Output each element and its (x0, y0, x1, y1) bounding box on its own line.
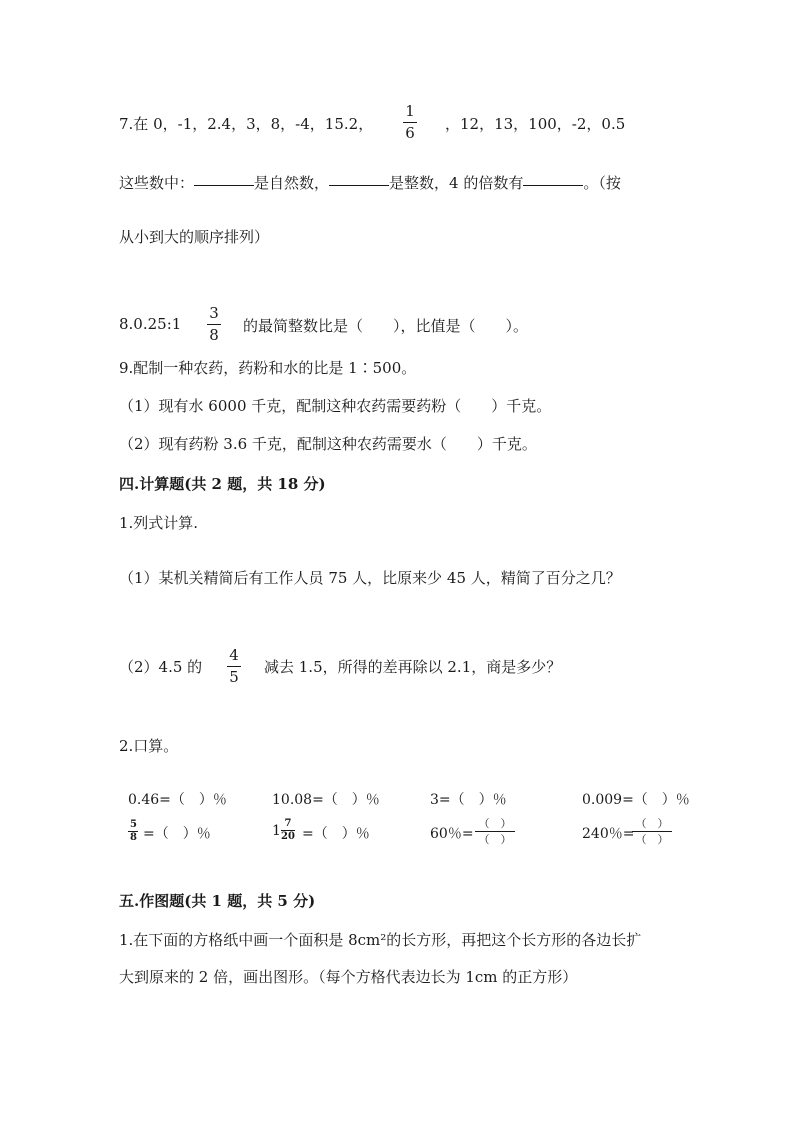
q8-prefix: 8.0.25:1 (119, 315, 182, 333)
calc-r2-2-den: 20 (281, 831, 295, 842)
calc-r2-3-den: （ ） (478, 833, 512, 846)
q7-line2-a: 这些数中： (119, 174, 195, 192)
calc-r2-1-num: 5 (130, 819, 137, 830)
calc-r1-3: 3=（ ）％ (430, 792, 507, 808)
calc-r2-2-suffix: =（ ）％ (302, 826, 370, 842)
q9-sub1: （1）现有水 6000 千克，配制这种农药需要药粉（ ）千克。 (119, 397, 552, 415)
calc-r1-2: 10.08=（ ）％ (272, 792, 380, 808)
calc-r1-4: 0.009=（ ）％ (582, 792, 690, 808)
q8-suffix: 的最简整数比是（ ），比值是（ ）。 (243, 317, 529, 335)
calc-r2-2-whole: 1 (272, 823, 281, 839)
q7-blank-2[interactable] (329, 184, 389, 186)
q7-frac-num: 1 (405, 102, 415, 120)
s5-q1-line2: 大到原来的 2 倍，画出图形。（每个方格代表边长为 1cm 的正方形） (119, 968, 578, 986)
s5-q1-line1: 1.在下面的方格纸中画一个面积是 8cm²的长方形，再把这个长方形的各边长扩 (119, 931, 642, 949)
calc-r2-2-num: 7 (284, 818, 292, 829)
calc-r1-1: 0.46=（ ）％ (128, 792, 227, 808)
s4-frac-num: 4 (229, 646, 239, 664)
q9-sub2: （2）现有药粉 3.6 千克，配制这种农药需要水（ ）千克。 (119, 435, 537, 453)
q7-suffix: ，12，13，100，-2，0.5 (445, 115, 626, 133)
calc-r2-1-suffix: =（ ）％ (143, 826, 211, 842)
calc-r2-3-prefix: 60％= (430, 826, 474, 842)
q7-blank-1[interactable] (194, 184, 254, 186)
calc-r2-1-fraction (128, 820, 139, 843)
q7-prefix: 7.在 0，-1，2.4，3，8，-4，15.2， (119, 115, 374, 133)
q7-fraction (403, 104, 417, 141)
q7-line2 (119, 172, 621, 193)
s4-q1-sub1: （1）某机关精简后有工作人员 75 人，比原来少 45 人，精简了百分之几？ (119, 569, 621, 587)
s4-q1-title: 1.列式计算. (119, 514, 199, 532)
section5-heading: 五.作图题(共 1 题，共 5 分) (119, 892, 316, 910)
q9-title: 9.配制一种农药，药粉和水的比是 1∶500。 (119, 359, 417, 377)
s4-q2-title: 2.口算。 (119, 737, 179, 755)
q7-blank-3[interactable] (523, 184, 583, 186)
q7-line2-d: 。（按 (583, 174, 621, 192)
calc-r2-4-num: （ ） (635, 817, 669, 830)
calc-r2-3-num: （ ） (478, 817, 512, 830)
calc-r2-2-fraction (281, 819, 295, 842)
s4-frac-den: 5 (229, 668, 239, 686)
s4-q1-sub2-suffix: 减去 1.5，所得的差再除以 2.1，商是多少？ (264, 658, 562, 676)
q8-frac-num: 3 (209, 304, 219, 322)
s4-q1-sub2-prefix: （2）4.5 的 (119, 658, 203, 676)
calc-r2-4-fraction (632, 818, 672, 845)
q7-line2-b: 是自然数， (254, 174, 330, 192)
q7-line3: 从小到大的顺序排列） (119, 228, 270, 246)
calc-r2-1-den: 8 (130, 832, 137, 843)
q8-fraction (207, 306, 221, 343)
calc-r2-4-den: （ ） (635, 833, 669, 846)
s4-q1-sub2-fraction (227, 648, 241, 685)
q7-line2-c: 是整数，4 的倍数有 (389, 174, 524, 192)
q7-frac-den: 6 (405, 124, 415, 142)
section4-heading: 四.计算题(共 2 题，共 18 分) (119, 475, 326, 493)
calc-r2-4-prefix: 240％= (582, 826, 635, 842)
q8-frac-den: 8 (209, 326, 219, 344)
calc-r2-3-fraction (475, 818, 515, 845)
q7-line1 (119, 113, 373, 134)
